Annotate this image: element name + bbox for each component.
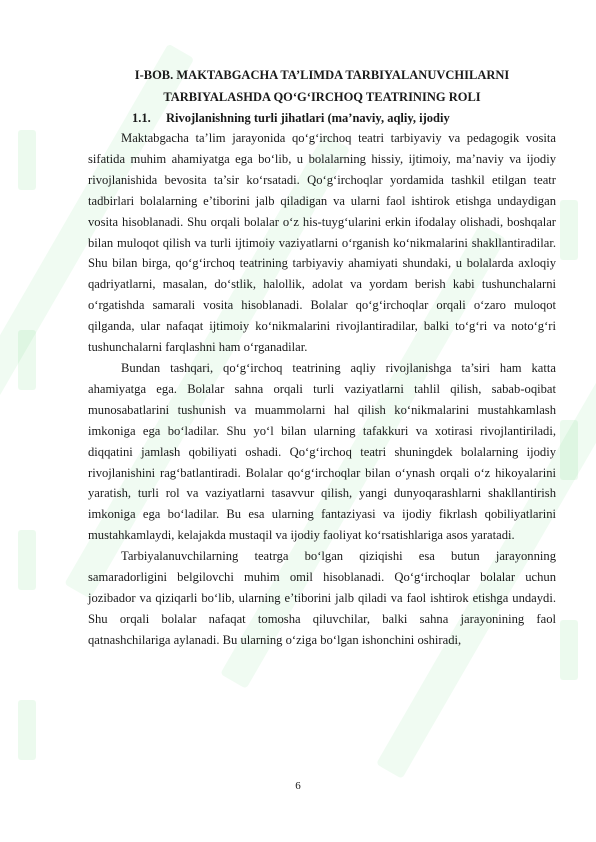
section-title: Rivojlanishning turli jihatlari (ma’naviy, aqliy, ijodiy	[166, 111, 450, 125]
body-paragraph-3: Tarbiyalanuvchilarning teatrga bo‘lgan qiziqishi esa butun jarayonning samaradorligini belgilovchi muhim omil hisoblanadi. Qo‘g‘irchoqlar bolalar uchun jozibador va qiziqarli bo‘lib, ularning e’tiborini jalb qiladi va faol ishtirok etishga undaydi. Shu orqali bolalar nafaqat tomosha qiluvchilar, balki sahna jarayonining faol qatnashchilariga aylanadi. Bu ularning o‘ziga bo‘lgan ishonchini oshiradi,	[88, 549, 556, 647]
chapter-title-line-1: I-BOB. MAKTABGACHA TA’LIMDA TARBIYALANUVCHILARNI	[134, 68, 510, 82]
page-number: 6	[295, 780, 301, 792]
chapter-title-line-2: TARBIYALASHDA QO‘G‘IRCHOQ TEATRINING ROLI	[163, 90, 481, 104]
body-paragraph-2: Bundan tashqari, qo‘g‘irchoq teatrining aqliy rivojlanishga ta’siri ham katta ahamiyatga ega. Bolalar sahna orqali turli vaziyatlarni tahlil qilish, sabab-oqibat munosabatlarini tushunish va muammolarni hal qilish ko‘nikmalarini mustahkamlash imkoniga ega bo‘ladilar. Shu yo‘l bilan ularning tafakkuri va xotirasi rivojlantiriladi, diqqatini jamlash qobiliyati oshadi. Qo‘g‘irchoq teatri shuningdek bolalarning ijodiy rivojlanishini rag‘batlantiradi. Bolalar qo‘g‘irchoqlar bilan o‘ynash orqali o‘z hikoyalarini yaratish, turli rol va vaziyatlarni tasavvur qilish, yangi dunyoqarashlarni shakllantirish imkoniga ega bo‘ladilar. Bu esa ularning fantaziyasi va ijodiy fikrlash qobiliyatlarini mustahkamlaydi, kelajakda mustaqil va ijodiy faoliyat ko‘rsatishlariga asos yaratadi.	[88, 360, 556, 543]
section-number: 1.1.	[132, 111, 151, 125]
section-heading	[132, 108, 556, 128]
page-content	[88, 64, 556, 651]
body-paragraph-1: Maktabgacha ta’lim jarayonida qo‘g‘irchoq teatri tarbiyaviy va pedagogik vosita sifatida muhim ahamiyatga ega bo‘lib, u bolalarning hissiy, ijtimoiy, ma’naviy va ijodiy rivojlanishida bevosita ta’sir ko‘rsatadi. Qo‘g‘irchoqlar yordamida tashkil etilgan teatr tadbirlari bolalarning e’tiborini jalb qiladigan va ularni faol ishtirok etishga undaydigan vosita hisoblanadi. Shu orqali bolalar o‘z his-tuyg‘ularini erkin ifodalay olishadi, boshqalar bilan muloqot qilish va turli ijtimoiy vaziyatlarni o‘rganish ko‘nikmalarini shakllantiradilar. Shu bilan birga, qo‘g‘irchoq teatrining tarbiyaviy ahamiyati shundaki, u bolalarda axloqiy qadriyatlarni, masalan, do‘stlik, halollik, adolat va yordam berish kabi tushunchalarni o‘rgatishda samarali vosita hisoblanadi. Bolalar qo‘g‘irchoqlar orqali o‘zaro muloqot qilganda, ular nafaqat ijtimoiy ko‘nikmalarini rivojlantiradilar, balki to‘g‘ri va noto‘g‘ri tushunchalarni farqlashni ham o‘rganadilar.	[88, 131, 556, 355]
